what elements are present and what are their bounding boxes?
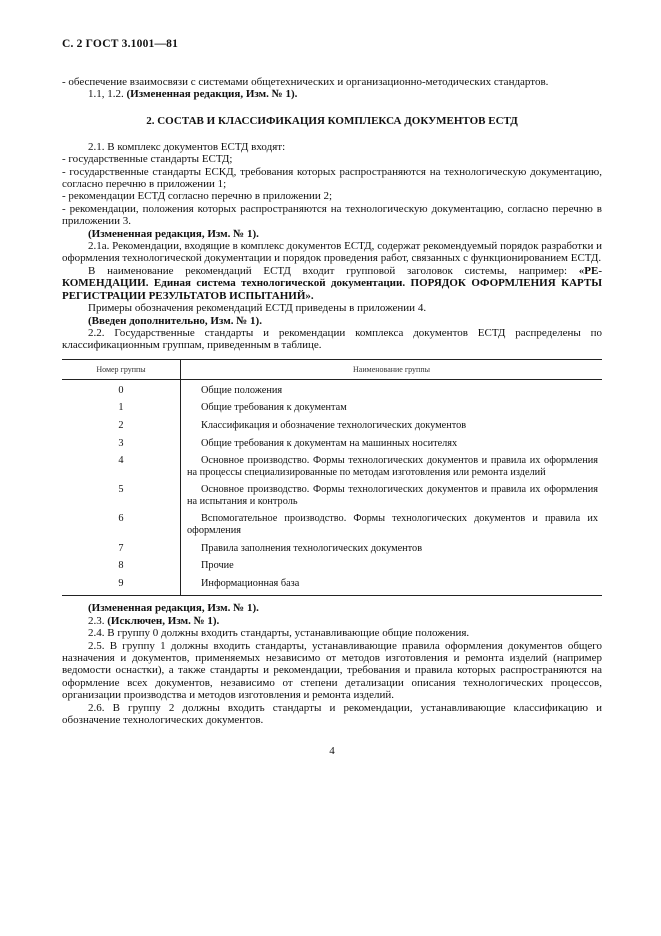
group-name: Информационная база	[181, 576, 603, 596]
group-name: Общие положения	[201, 384, 283, 396]
table-row	[62, 541, 602, 559]
group-number: 1	[62, 400, 181, 418]
table-row	[62, 418, 602, 436]
clause-2-1: 2.1. В комплекс документов ЕСТД входят:	[88, 140, 286, 153]
clause-2-3-text: (Исключен, Изм. № 1).	[107, 614, 220, 627]
intro-note	[62, 88, 602, 100]
group-number: 8	[62, 558, 181, 576]
document-page	[62, 38, 602, 757]
table-row	[62, 379, 602, 400]
section-title: 2. СОСТАВ И КЛАССИФИКАЦИЯ КОМПЛЕКСА ДОКУМЕНТОВ ЕСТД	[146, 114, 518, 127]
page-header: С. 2 ГОСТ 3.1001—81	[62, 38, 179, 50]
group-name: Общие требования к документам	[201, 402, 347, 414]
group-name: Классификация и обозначение технологических документов	[201, 419, 467, 431]
group-number: 0	[62, 379, 181, 400]
clause-2-5: 2.5. В группу 1 должны входить стандарты, устанавливающие правила оформления документов общего назначения и документов, применяемых независимо от методов изготовления и ремонта изделий (например ведомости оснастки), а также стандарты и рекомендации, требования и правила которых распространяются на оформление всех документов, независимо от степени детализации описания технологических процессов, организации производства и методов изготовления и ремонта изделий.	[62, 639, 602, 702]
group-number: 3	[62, 436, 181, 454]
clause-2-6: 2.6. В группу 2 должны входить стандарты и рекомендации, устанавливающие классификацию и обозначение технологических документов.	[62, 701, 602, 727]
group-number: 7	[62, 541, 181, 559]
table-row	[62, 482, 602, 511]
clause-2-1a-examples: Примеры обозначения рекомендаций ЕСТД приведены в приложении 4.	[88, 302, 427, 315]
intro-line: - обеспечение взаимосвязи с системами общетехнических и организационно-методических стандартов.	[62, 76, 549, 88]
clause-2-4: 2.4. В группу 0 должны входить стандарты, устанавливающие общие положения.	[88, 627, 470, 640]
clause-2-1-item: - рекомендации, положения которых распространяются на технологическую документацию, согласно перечню в приложении 3.	[62, 202, 602, 228]
naming-plain: В наименование рекомендаций ЕСТД входит групповой заголовок системы, например:	[88, 264, 579, 277]
group-name: Общие требования к документам на машинных носителях	[201, 437, 458, 449]
group-name: Правила заполнения технологических документов	[201, 542, 423, 554]
naming-example: «РЕКОМЕНДАЦИИ. Единая система технологической документации. ПОРЯДОК ОФОРМЛЕНИЯ КАРТЫ РЕГИСТРАЦИИ РЕЗУЛЬТАТОВ ИСПЫТАНИЙ».	[62, 264, 602, 302]
group-number: 9	[62, 576, 181, 596]
page-number: 4	[329, 744, 335, 757]
group-number: 5	[62, 482, 181, 511]
clause-2-1a: 2.1а. Рекомендации, входящие в комплекс документов ЕСТД, содержат рекомендуемый порядок разработки и оформления технологической документации и порядок проведения работ, связанных с функционированием ЕСТД.	[62, 240, 602, 265]
table-header-row	[62, 359, 602, 379]
table-note: (Измененная редакция, Изм. № 1).	[88, 602, 259, 615]
intro-note-ref: 1.1, 1.2.	[88, 88, 127, 101]
table-row	[62, 558, 602, 576]
clause-2-1a-naming	[62, 265, 602, 302]
clause-2-1a-note: (Введен дополнительно, Изм. № 1).	[88, 314, 262, 327]
intro-note-text: (Измененная редакция, Изм. № 1).	[126, 88, 298, 101]
table-row	[62, 453, 602, 482]
group-number: 4	[62, 453, 181, 482]
group-name: Основное производство. Формы технологических документов и правила их оформления на процессы специализированные по методам изготовления или ремонта изделий	[187, 455, 598, 478]
clause-2-3	[62, 615, 602, 627]
group-name: Вспомогательное производство. Формы технологических документов и правила их оформления	[187, 513, 598, 537]
table-row	[62, 511, 602, 540]
clause-2-1-item: - государственные стандарты ЕСКД, требования которых распространяются на технологическую документацию, согласно перечню в приложении 1;	[62, 165, 602, 191]
group-number: 6	[62, 511, 181, 540]
column-header-name: Наименование группы	[181, 359, 603, 379]
clause-2-1-note: (Измененная редакция, Изм. № 1).	[88, 227, 259, 240]
table-row	[62, 436, 602, 454]
clause-2-1-item: - государственные стандарты ЕСТД;	[62, 153, 233, 166]
table-row	[62, 400, 602, 418]
clause-2-2: 2.2. Государственные стандарты и рекомендации комплекса документов ЕСТД распределены по классификационным группам, приведенным в таблице.	[62, 326, 602, 352]
clause-2-3-ref: 2.3.	[88, 614, 108, 627]
group-number: 2	[62, 418, 181, 436]
classification-table	[62, 359, 602, 597]
column-header-number: Номер группы	[62, 359, 181, 379]
clause-2-1-item: - рекомендации ЕСТД согласно перечню в приложении 2;	[62, 190, 333, 203]
group-name: Основное производство. Формы технологических документов и правила их оформления на испытания и контроль	[187, 484, 598, 507]
group-name: Прочие	[201, 560, 234, 572]
table-row	[62, 576, 602, 596]
